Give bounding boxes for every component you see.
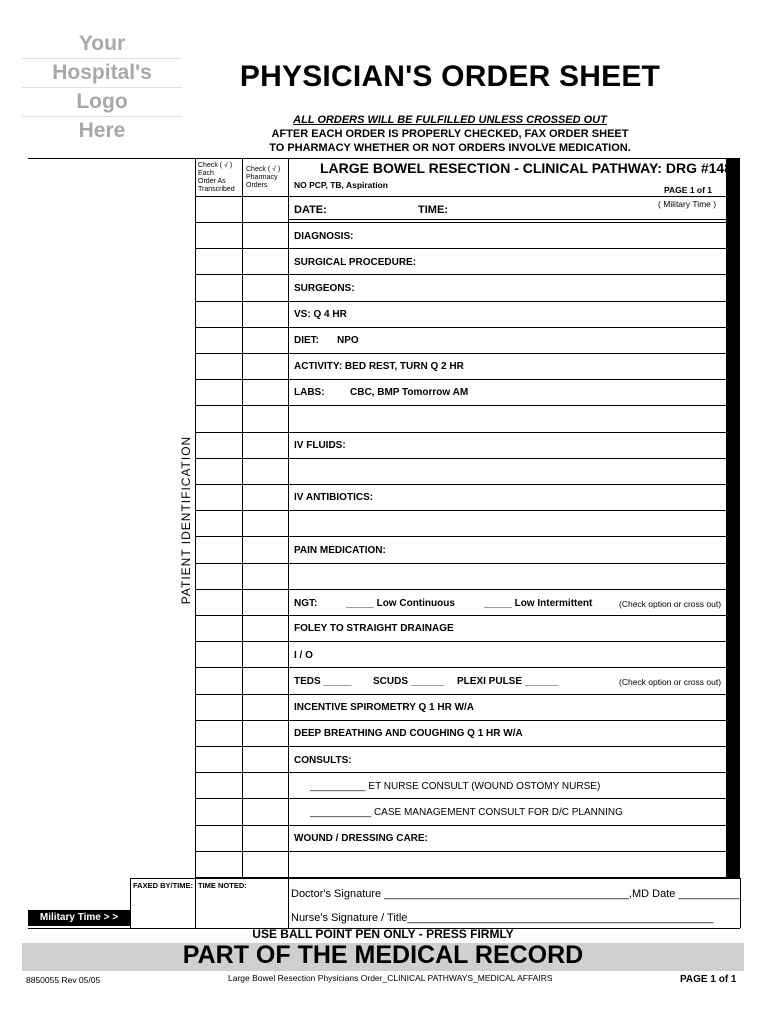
check-pharmacy-header — [246, 166, 288, 190]
military-time-bar: Military Time > > — [28, 910, 130, 926]
hospital-logo-placeholder — [22, 30, 182, 145]
row-rule — [195, 432, 726, 433]
row-rule — [195, 641, 726, 642]
teds-order: TEDS _____ — [294, 676, 352, 687]
patient-identification-label: PATIENT IDENTIFICATION — [179, 435, 193, 605]
et-nurse-consult: __________ ET NURSE CONSULT (WOUND OSTOMY NURSE) — [310, 781, 601, 792]
row-rule — [288, 219, 726, 220]
signature-divider — [130, 878, 131, 928]
form-name: Large Bowel Resection Physicians Order_CLINICAL PATHWAYS_MEDICAL AFFAIRS — [228, 973, 553, 983]
ngt-label: NGT: — [294, 598, 318, 609]
ngt-option-continuous: _____ Low Continuous — [346, 598, 455, 609]
notice-line-3: TO PHARMACY WHETHER OR NOT ORDERS INVOLVE MEDICATION. — [269, 142, 631, 154]
military-time-note: ( Military Time ) — [658, 199, 717, 209]
header-text: Check ( √ ) — [246, 166, 281, 173]
diagnosis-label: DIAGNOSIS: — [294, 231, 354, 242]
pathway-title: LARGE BOWEL RESECTION - CLINICAL PATHWAY: DRG #148 — [320, 160, 733, 176]
wound-care-label: WOUND / DRESSING CARE: — [294, 833, 428, 844]
iv-antibiotics-label: IV ANTIBIOTICS: — [294, 492, 374, 503]
foley-order: FOLEY TO STRAIGHT DRAINAGE — [294, 623, 454, 634]
faxed-by-label: FAXED BY/TIME: — [133, 881, 194, 890]
diet-value: NPO — [337, 335, 359, 346]
row-rule — [195, 615, 726, 616]
header-text: Check ( √ ) — [198, 162, 233, 169]
vs-order: VS: Q 4 HR — [294, 309, 347, 320]
row-rule — [195, 563, 726, 564]
row-rule — [195, 353, 726, 354]
labs-label: LABS: — [294, 387, 325, 398]
row-rule — [195, 694, 726, 695]
row-rule — [195, 667, 726, 668]
form-top-rule — [28, 158, 740, 159]
time-noted-label: TIME NOTED: — [198, 881, 247, 890]
check-option-note: (Check option or cross out) — [619, 677, 722, 687]
surgical-procedure-label: SURGICAL PROCEDURE: — [294, 257, 417, 268]
nurse-signature-line[interactable]: Nurse's Signature / Title__________________________________________________ — [291, 912, 714, 924]
page-indicator: PAGE 1 of 1 — [664, 185, 713, 195]
logo-line: Hospital's — [22, 59, 182, 88]
spirometry-order: INCENTIVE SPIROMETRY Q 1 HR W/A — [294, 702, 475, 713]
row-rule — [195, 222, 726, 223]
notice-lines — [190, 127, 710, 155]
row-rule — [195, 196, 726, 197]
diet-label: DIET: — [294, 335, 319, 346]
doctor-signature-line[interactable]: Doctor's Signature ________________________________________,MD Date __________ — [291, 888, 740, 900]
row-rule — [195, 327, 726, 328]
io-order: I / O — [294, 650, 313, 661]
medical-record-title: PART OF THE MEDICAL RECORD — [182, 941, 584, 969]
signature-block-top — [130, 878, 740, 879]
ballpoint-notice: USE BALL POINT PEN ONLY - PRESS FIRMLY — [252, 927, 514, 941]
footer-page-indicator: PAGE 1 of 1 — [680, 974, 737, 985]
logo-line: Logo — [22, 88, 182, 117]
row-rule — [195, 772, 726, 773]
row-rule — [195, 851, 726, 852]
signature-divider — [740, 878, 741, 928]
notice-line-1: ALL ORDERS WILL BE FULFILLED UNLESS CROSSED OUT — [293, 114, 607, 126]
date-label: DATE: — [294, 204, 327, 216]
logo-line: Your — [22, 30, 182, 59]
row-rule — [195, 589, 726, 590]
row-rule — [195, 274, 726, 275]
row-rule — [195, 248, 726, 249]
row-rule — [195, 379, 726, 380]
ngt-option-intermittent: _____ Low Intermittent — [484, 598, 593, 609]
row-rule — [195, 484, 726, 485]
check-option-note: (Check option or cross out) — [619, 599, 722, 609]
row-rule — [195, 510, 726, 511]
consults-label: CONSULTS: — [294, 755, 352, 766]
header-text: Order As — [198, 178, 226, 185]
row-rule — [195, 798, 726, 799]
column-divider — [195, 158, 196, 878]
logo-line: Here — [78, 119, 126, 142]
surgeons-label: SURGEONS: — [294, 283, 355, 294]
header-text: Transcribed — [198, 186, 235, 193]
header-text: Each — [198, 170, 214, 177]
case-management-consult: ___________ CASE MANAGEMENT CONSULT FOR D/C PLANNING — [310, 807, 623, 818]
row-rule — [195, 720, 726, 721]
signature-divider — [288, 878, 289, 928]
activity-order: ACTIVITY: BED REST, TURN Q 2 HR — [294, 361, 464, 372]
scuds-order: SCUDS ______ — [373, 676, 445, 687]
row-rule — [195, 746, 726, 747]
row-rule — [195, 458, 726, 459]
labs-value: CBC, BMP Tomorrow AM — [350, 387, 469, 398]
signature-divider — [195, 878, 196, 928]
right-edge-bar — [726, 158, 740, 878]
notice-line-2: AFTER EACH ORDER IS PROPERLY CHECKED, FAX ORDER SHEET — [271, 128, 629, 140]
row-rule — [195, 405, 726, 406]
pathway-subtitle: NO PCP, TB, Aspiration — [294, 180, 388, 190]
check-transcribed-header — [198, 162, 242, 194]
iv-fluids-label: IV FLUIDS: — [294, 440, 346, 451]
page-title: PHYSICIAN'S ORDER SHEET — [239, 60, 661, 93]
breathing-order: DEEP BREATHING AND COUGHING Q 1 HR W/A — [294, 728, 523, 739]
header-text: Pharmacy — [246, 174, 278, 181]
column-divider — [288, 158, 289, 878]
pain-medication-label: PAIN MEDICATION: — [294, 545, 386, 556]
row-rule — [195, 536, 726, 537]
row-rule — [195, 825, 726, 826]
column-divider — [242, 158, 243, 878]
time-label: TIME: — [418, 204, 448, 216]
header-text: Orders — [246, 182, 268, 189]
plexi-pulse-order: PLEXI PULSE ______ — [457, 676, 559, 687]
row-rule — [195, 301, 726, 302]
form-number: 8850055 Rev 05/05 — [26, 975, 101, 985]
